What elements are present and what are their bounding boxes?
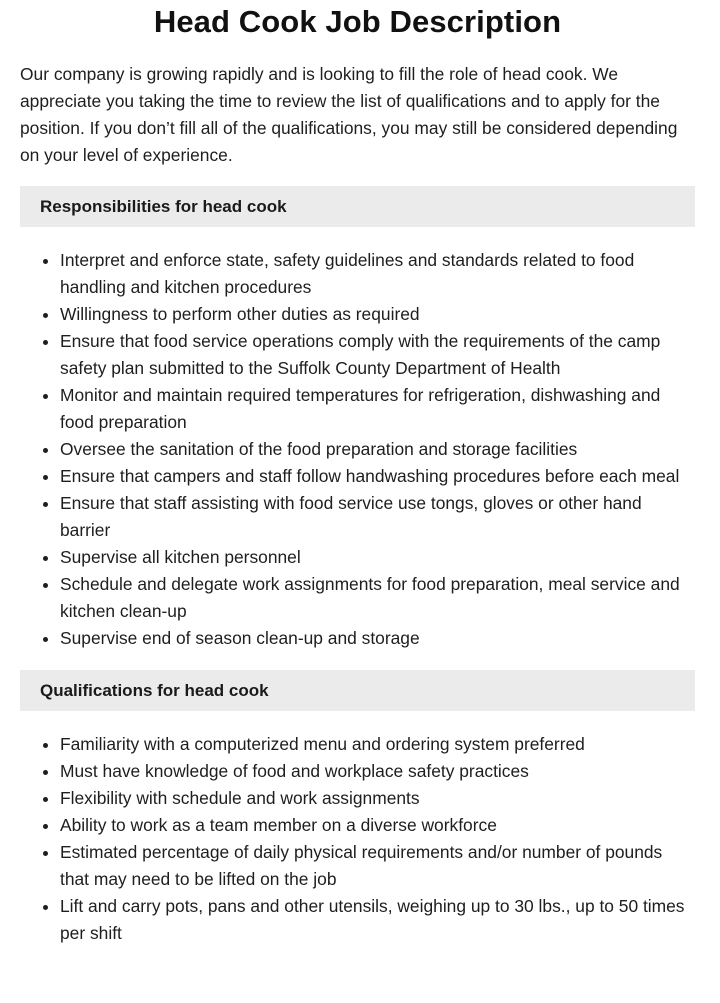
bullet-icon bbox=[43, 824, 48, 829]
list-item-text: Must have knowledge of food and workplace safety practices bbox=[60, 761, 529, 781]
list-item-text: Ensure that staff assisting with food service use tongs, gloves or other hand barrier bbox=[60, 493, 642, 540]
bullet-icon bbox=[43, 637, 48, 642]
list-item bbox=[60, 544, 695, 571]
list-item-text: Flexibility with schedule and work assignments bbox=[60, 788, 420, 808]
bullet-icon bbox=[43, 448, 48, 453]
list-item-text: Estimated percentage of daily physical requirements and/or number of pounds that may need to be lifted on the job bbox=[60, 842, 663, 889]
list-item-text: Ability to work as a team member on a diverse workforce bbox=[60, 815, 497, 835]
bullet-icon bbox=[43, 851, 48, 856]
list-item bbox=[60, 328, 695, 382]
bullet-icon bbox=[43, 313, 48, 318]
list-item-text: Monitor and maintain required temperatures for refrigeration, dishwashing and food preparation bbox=[60, 385, 661, 432]
list-item-text: Interpret and enforce state, safety guidelines and standards related to food handling and kitchen procedures bbox=[60, 250, 635, 297]
bullet-icon bbox=[43, 797, 48, 802]
list-item bbox=[60, 247, 695, 301]
list-item-text: Schedule and delegate work assignments for food preparation, meal service and kitchen clean-up bbox=[60, 574, 680, 621]
intro-paragraph: Our company is growing rapidly and is looking to fill the role of head cook. We appreciate you taking the time to review the list of qualifications and to apply for the position. If you don’t fill all of the qualifications, you may still be considered depending on your level of experience. bbox=[20, 64, 678, 165]
bullet-icon bbox=[43, 556, 48, 561]
qualifications-section-header: Qualifications for head cook bbox=[20, 670, 695, 711]
list-item bbox=[60, 301, 695, 328]
bullet-icon bbox=[43, 905, 48, 910]
bullet-icon bbox=[43, 394, 48, 399]
list-item-text: Familiarity with a computerized menu and ordering system preferred bbox=[60, 734, 585, 754]
list-item bbox=[60, 382, 695, 436]
list-item bbox=[60, 812, 695, 839]
qualifications-list bbox=[20, 731, 695, 947]
list-item-text: Supervise all kitchen personnel bbox=[60, 547, 301, 567]
list-item bbox=[60, 758, 695, 785]
bullet-icon bbox=[43, 502, 48, 507]
list-item bbox=[60, 463, 695, 490]
bullet-icon bbox=[43, 259, 48, 264]
list-item-text: Oversee the sanitation of the food preparation and storage facilities bbox=[60, 439, 578, 459]
list-item bbox=[60, 839, 695, 893]
bullet-icon bbox=[43, 475, 48, 480]
responsibilities-list bbox=[20, 247, 695, 652]
list-item bbox=[60, 785, 695, 812]
responsibilities-section-header: Responsibilities for head cook bbox=[20, 186, 695, 227]
list-item-text: Ensure that food service operations comply with the requirements of the camp safety plan submitted to the Suffolk County Department of Health bbox=[60, 331, 661, 378]
list-item-text: Ensure that campers and staff follow handwashing procedures before each meal bbox=[60, 466, 680, 486]
page-title: Head Cook Job Description bbox=[153, 4, 562, 39]
list-item bbox=[60, 436, 695, 463]
bullet-icon bbox=[43, 743, 48, 748]
list-item-text: Lift and carry pots, pans and other utensils, weighing up to 30 lbs., up to 50 times per shift bbox=[60, 896, 685, 943]
bullet-icon bbox=[43, 583, 48, 588]
bullet-icon bbox=[43, 770, 48, 775]
list-item bbox=[60, 490, 695, 544]
list-item bbox=[60, 571, 695, 625]
list-item bbox=[60, 625, 695, 652]
list-item-text: Supervise end of season clean-up and storage bbox=[60, 628, 420, 648]
list-item bbox=[60, 893, 695, 947]
list-item-text: Willingness to perform other duties as required bbox=[60, 304, 420, 324]
bullet-icon bbox=[43, 340, 48, 345]
list-item bbox=[60, 731, 695, 758]
